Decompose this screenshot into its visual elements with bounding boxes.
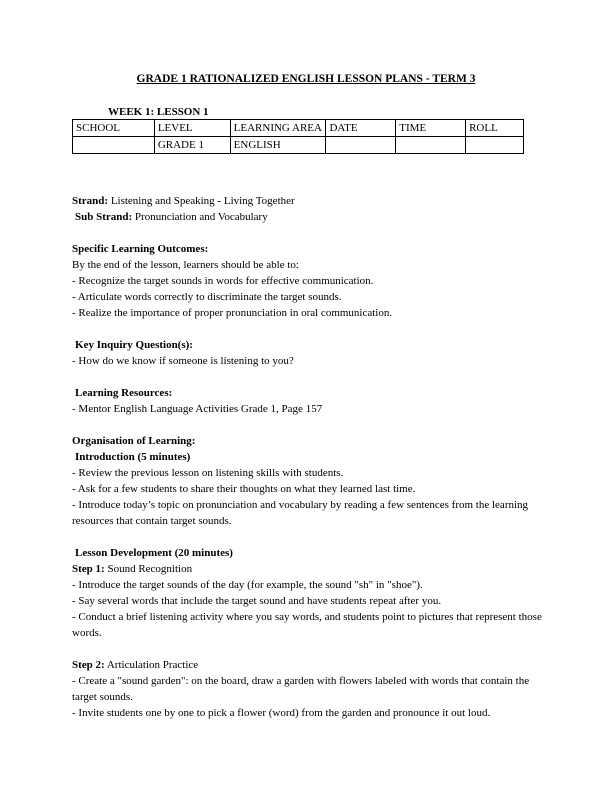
step2-line: [72, 657, 542, 673]
step2-title: Articulation Practice: [104, 659, 199, 671]
step2-label: Step 2:: [72, 659, 105, 671]
table-header-cell: LEARNING AREA: [230, 120, 326, 137]
list-item: - How do we know if someone is listening to you?: [72, 355, 294, 367]
table-cell: [326, 137, 396, 154]
table-header-cell: ROLL: [466, 120, 524, 137]
table-cell: [73, 137, 155, 154]
table-header-cell: SCHOOL: [73, 120, 155, 137]
slo-heading: Specific Learning Outcomes:: [72, 243, 209, 255]
introduction-heading: Introduction (5 minutes): [75, 451, 191, 463]
table-cell: GRADE 1: [154, 137, 230, 154]
list-item: - Invite students one by one to pick a flower (word) from the garden and pronounce it out loud.: [72, 707, 491, 719]
step1-label: Step 1:: [72, 563, 105, 575]
document-title: GRADE 1 RATIONALIZED ENGLISH LESSON PLANS - TERM 3: [136, 73, 476, 85]
list-item: - Create a "sound garden": on the board, draw a garden with flowers labeled with words that contain the target sounds.: [72, 675, 530, 703]
sub-strand-label: Sub Strand:: [75, 211, 133, 223]
resources-heading: Learning Resources:: [75, 387, 173, 399]
list-item: - Review the previous lesson on listening skills with students.: [72, 467, 344, 479]
step1-line: [72, 561, 542, 577]
list-item: - Introduce today’s topic on pronunciation and vocabulary by reading a few sentences from the learning resources that contain target sounds.: [72, 499, 529, 527]
list-item: - Articulate words correctly to discriminate the target sounds.: [72, 291, 342, 303]
list-item: - Mentor English Language Activities Grade 1, Page 157: [72, 403, 323, 415]
list-item: - Ask for a few students to share their thoughts on what they learned last time.: [72, 483, 416, 495]
organisation-heading: Organisation of Learning:: [72, 435, 196, 447]
slo-intro: By the end of the lesson, learners should be able to:: [72, 259, 299, 271]
week-lesson-label: WEEK 1: LESSON 1: [108, 106, 209, 118]
table-cell: [466, 137, 524, 154]
table-header-cell: TIME: [396, 120, 466, 137]
list-item: - Recognize the target sounds in words for effective communication.: [72, 275, 374, 287]
table-header-row: [73, 120, 524, 137]
strand-label: Strand:: [72, 195, 109, 207]
strand-line: [72, 193, 542, 209]
table-cell: ENGLISH: [230, 137, 326, 154]
table-row: [73, 137, 524, 154]
list-item: - Introduce the target sounds of the day (for example, the sound "sh" in "shoe").: [72, 579, 423, 591]
step1-title: Sound Recognition: [104, 563, 193, 575]
kiq-heading: Key Inquiry Question(s):: [75, 339, 193, 351]
table-cell: [396, 137, 466, 154]
list-item: - Say several words that include the target sound and have students repeat after you.: [72, 595, 442, 607]
lesson-content: [72, 193, 542, 721]
table-header-cell: DATE: [326, 120, 396, 137]
list-item: - Conduct a brief listening activity where you say words, and students point to pictures that represent those words.: [72, 611, 542, 639]
strand-value: Listening and Speaking - Living Together: [108, 195, 295, 207]
development-heading: Lesson Development (20 minutes): [75, 547, 233, 559]
sub-strand-line: [72, 209, 542, 225]
sub-strand-value: Pronunciation and Vocabulary: [132, 211, 268, 223]
table-header-cell: LEVEL: [154, 120, 230, 137]
lesson-info-table: [72, 119, 524, 154]
list-item: - Realize the importance of proper pronunciation in oral communication.: [72, 307, 393, 319]
